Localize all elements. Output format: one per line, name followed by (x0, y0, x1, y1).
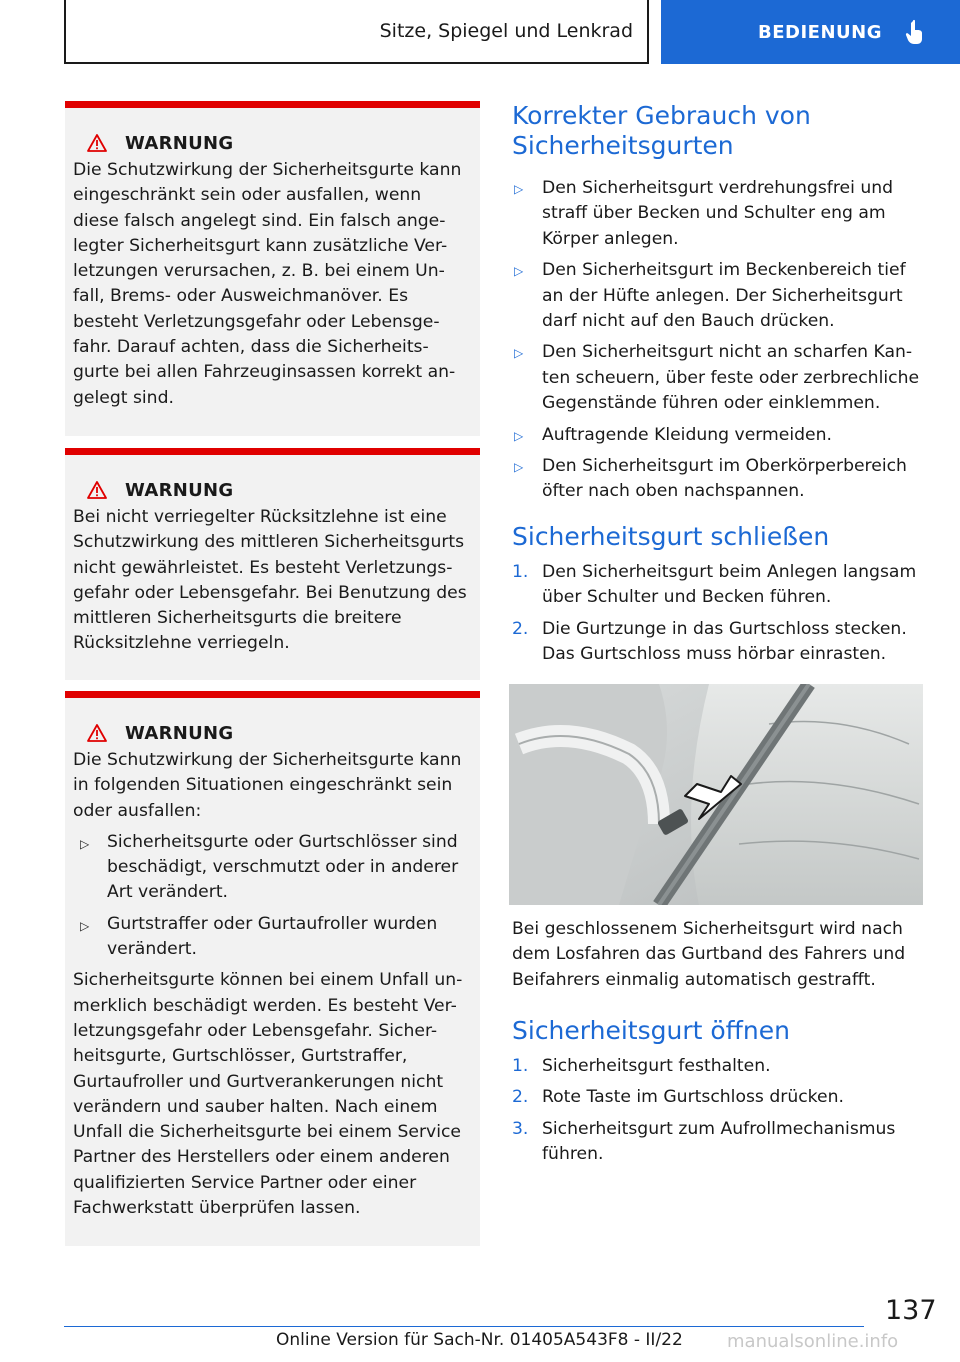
section-open (512, 1016, 927, 1174)
photo-caption: Bei geschlossenem Sicherheitsgurt wird nach dem Losfahren das Gurtband des Fahrers und Beifahrers einmalig automatisch gestrafft. (512, 919, 906, 990)
open-steps (512, 1054, 927, 1168)
bullet-triangle-icon: ▷ (514, 346, 524, 361)
page-number: 137 (885, 1295, 937, 1326)
warning-intro: Die Schutzwirkung der Sicherheitsgurte kann in folgenden Situationen eingeschränkt sein oder ausfallen: (73, 750, 462, 821)
list-item: 2. Rote Taste im Gurtschloss drücken. (512, 1087, 844, 1108)
list-item: ▷ Sicherheitsgurte oder Gurtschlösser sind beschädigt, verschmutzt oder in anderer Art verändert. (80, 831, 459, 903)
warning-box (65, 101, 480, 436)
section-correct-use (512, 101, 927, 511)
list-item: ▷ Den Sicherheitsgurt im Beckenbereich tief an der Hüfte anlegen. Der Sicherheitsgurt darf nicht auf den Bauch drücken. (514, 260, 906, 332)
running-header-section (64, 0, 649, 64)
footer-rule (64, 1326, 864, 1327)
list-item: ▷ Den Sicherheitsgurt verdrehungsfrei und straff über Becken und Schulter eng am Körper anlegen. (514, 178, 894, 249)
section-title: Sitze, Spiegel und Lenkrad (379, 20, 633, 42)
section-heading: Korrekter Gebrauch von Sicherheitsgurten (512, 101, 811, 160)
warning-title-text: WARNUNG (125, 722, 234, 744)
bullet-triangle-icon: ▷ (514, 182, 524, 196)
warning-box (65, 448, 480, 680)
footer-text: Online Version für Sach-Nr. 01405A543F8 - II/22 (276, 1330, 683, 1350)
warning-triangle-icon (87, 724, 107, 742)
seatbelt-photo (509, 684, 923, 905)
bullet-triangle-icon: ▷ (514, 428, 524, 443)
warning-title (73, 477, 470, 503)
warning-title (73, 720, 470, 746)
list-item: ▷ Auftragende Kleidung vermeiden. (512, 423, 927, 448)
warning-outro: Sicherheitsgurte können bei einem Unfall un-merklich beschädigt werden. Es besteht Ver-letzungsgefahr oder Lebensgefahr. Sicher-heitsgurte, Gurtschlösser, Gurtstraffer, Gurtaufroller und Gurtverankerungen nicht verändern und sauber halten. Nach einem Unfall die Sicherheitsgurte bei einem Service Partner des Herstellers oder einem anderen qualifizierten Service Partner oder einer Fachwerkstatt überprüfen lassen. (73, 970, 463, 1219)
bullet-triangle-icon: ▷ (80, 918, 90, 933)
warning-text: Bei nicht verriegelter Rücksitzlehne ist eine Schutzwirkung des mittleren Sicherheitsgurts nicht gewährleistet. Es besteht Verletzungs-gefahr oder Lebensgefahr. Bei Benutzung des mittleren Sicherheitsgurts die breitere Rücksitzlehne verriegeln. (73, 507, 467, 654)
list-item: 2. Die Gurtzunge in das Gurtschloss stecken. Das Gurtschloss muss hörbar einrasten. (512, 618, 907, 665)
warning-title (73, 130, 470, 156)
list-item: ▷ Den Sicherheitsgurt im Oberkörperbereich öfter nach oben nachspannen. (514, 456, 907, 502)
warning-box (65, 691, 480, 1246)
section-close (512, 522, 927, 674)
running-header-chapter (661, 0, 960, 64)
chapter-title: BEDIENUNG (758, 21, 882, 43)
section-heading: Sicherheitsgurt schließen (512, 522, 830, 551)
watermark: manualsonline.info (727, 1331, 899, 1352)
list-item: 1. Den Sicherheitsgurt beim Anlegen langsam über Schulter und Becken führen. (512, 562, 917, 608)
list-item: ▷ Gurtstraffer oder Gurtaufroller wurden verändert. (80, 913, 438, 960)
warning-triangle-icon (87, 134, 107, 152)
list-item: ▷ Den Sicherheitsgurt nicht an scharfen Kan-ten scheuern, über feste oder zerbrechliche Gegenstände führen oder einklemmen. (514, 342, 920, 414)
warning-text: Die Schutzwirkung der Sicherheitsgurte kann eingeschränkt sein oder ausfallen, wenn diese falsch angelegt sind. Ein falsch ange-legter Sicherheitsgurt kann zusätzliche Ver-letzungen verursachen, z. B. bei einem Un-fall, Brems- oder Ausweichmanöver. Es besteht Verletzungsgefahr oder Lebensge-fahr. Darauf achten, dass die Sicherheits-gurte bei allen Fahrzeuginsassen korrekt an-gelegt sind. (73, 160, 462, 408)
pointing-hand-icon (904, 19, 926, 45)
close-steps (512, 560, 927, 668)
warning-list (73, 830, 470, 962)
correct-use-list (512, 176, 927, 505)
section-heading: Sicherheitsgurt öffnen (512, 1016, 790, 1045)
warning-triangle-icon (87, 481, 107, 499)
warning-title-text: WARNUNG (125, 479, 234, 501)
bullet-triangle-icon: ▷ (514, 264, 524, 279)
list-item: 3. Sicherheitsgurt zum Aufrollmechanismus führen. (512, 1118, 896, 1165)
bullet-triangle-icon: ▷ (514, 460, 524, 475)
list-item: 1. Sicherheitsgurt festhalten. (512, 1056, 771, 1076)
warning-title-text: WARNUNG (125, 132, 234, 154)
bullet-triangle-icon: ▷ (80, 836, 90, 851)
